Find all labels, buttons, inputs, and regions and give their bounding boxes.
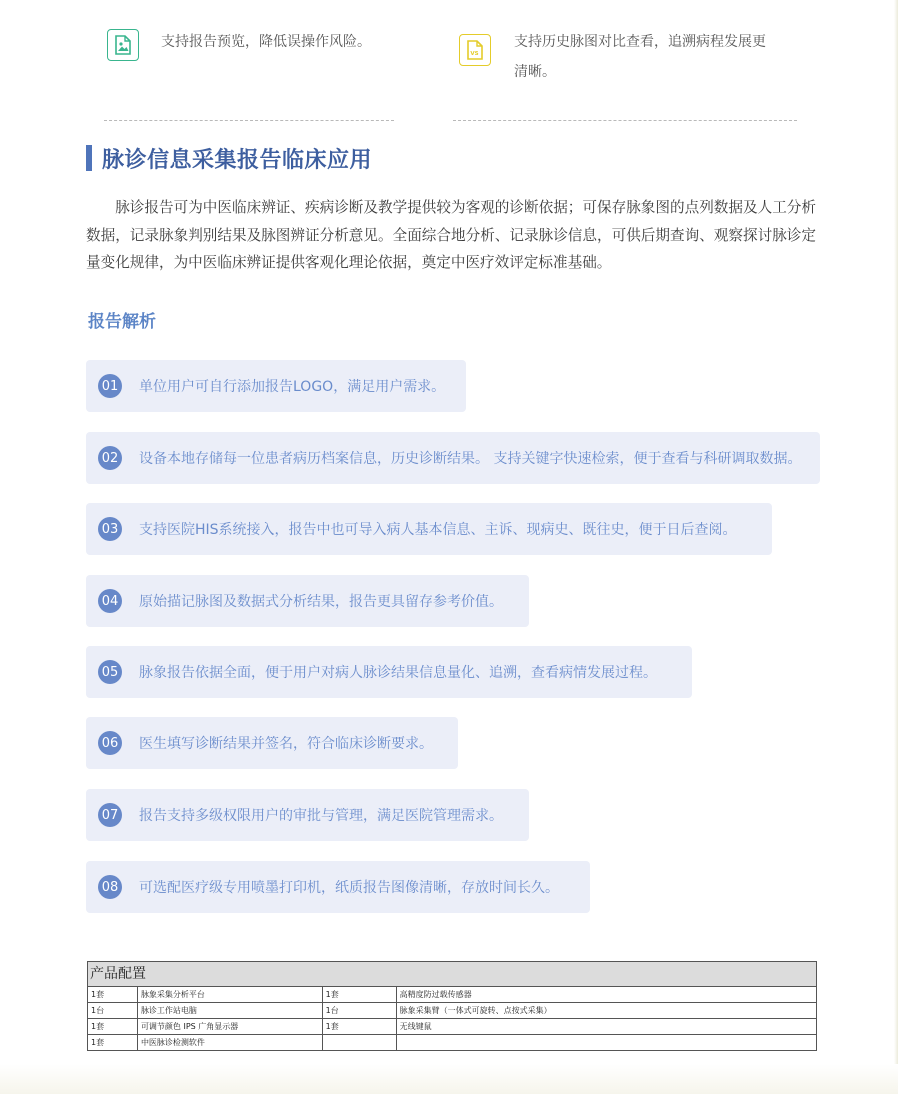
table-cell <box>322 1035 396 1051</box>
report-item <box>86 575 529 627</box>
dashed-divider <box>453 120 797 121</box>
item-text: 支持医院HIS系统接入，报告中也可导入病人基本信息、主诉、现病史、既往史，便于日后查阅。 <box>139 522 737 538</box>
config-title: 产品配置 <box>88 962 817 987</box>
table-row <box>88 1003 817 1019</box>
table-cell: 中医脉诊检测软件 <box>137 1035 322 1051</box>
dashed-divider <box>104 120 394 121</box>
table-cell: 无线键鼠 <box>396 1019 816 1035</box>
version-compare-icon <box>459 34 491 66</box>
table-cell <box>396 1035 816 1051</box>
bottom-fade <box>0 1064 898 1094</box>
image-report-icon <box>107 29 139 61</box>
table-cell: 1套 <box>88 1035 138 1051</box>
item-number: 07 <box>98 803 122 827</box>
right-edge-rule <box>894 0 898 1094</box>
item-text: 设备本地存储每一位患者病历档案信息，历史诊断结果。 支持关键字快速检索，便于查看与科研调取数据。 <box>139 451 802 467</box>
product-config-table <box>87 961 817 1051</box>
table-cell: 1套 <box>88 987 138 1003</box>
table-cell: 1套 <box>88 1019 138 1035</box>
report-analysis-title: 报告解析 <box>88 312 156 332</box>
config-header-row <box>88 962 817 987</box>
table-cell: 1套 <box>322 1019 396 1035</box>
heading-accent-bar <box>86 145 92 171</box>
table-row <box>88 1019 817 1035</box>
item-number: 01 <box>98 374 122 398</box>
report-item <box>86 861 590 913</box>
section-heading <box>86 144 372 172</box>
table-cell: 可调节颜色 IPS 广角显示器 <box>137 1019 322 1035</box>
report-item <box>86 789 529 841</box>
item-text: 报告支持多级权限用户的审批与管理，满足医院管理需求。 <box>139 808 503 824</box>
item-number: 04 <box>98 589 122 613</box>
feature-text-line: 支持历史脉图对比查看，追溯病程发展更 <box>514 34 766 50</box>
report-item <box>86 503 772 555</box>
table-cell: 1台 <box>322 1003 396 1019</box>
table-cell: 脉象采集分析平台 <box>137 987 322 1003</box>
item-number: 02 <box>98 446 122 470</box>
vs-label: VS <box>470 51 479 57</box>
table-cell: 高精度防过载传感器 <box>396 987 816 1003</box>
feature-history-compare <box>459 29 766 87</box>
feature-text <box>514 27 766 87</box>
table-cell: 1套 <box>322 987 396 1003</box>
item-number: 06 <box>98 731 122 755</box>
table-cell: 1台 <box>88 1003 138 1019</box>
table-cell: 脉诊工作站电脑 <box>137 1003 322 1019</box>
table-row <box>88 1035 817 1051</box>
feature-text-line: 清晰。 <box>514 64 556 80</box>
item-text: 脉象报告依据全面，便于用户对病人脉诊结果信息量化、追溯，查看病情发展过程。 <box>139 665 657 681</box>
report-item <box>86 646 692 698</box>
section-title: 脉诊信息采集报告临床应用 <box>102 147 373 173</box>
table-cell: 脉象采集臂（一体式可旋转、点按式采集） <box>396 1003 816 1019</box>
item-number: 05 <box>98 660 122 684</box>
report-item <box>86 432 820 484</box>
item-text: 医生填写诊断结果并签名，符合临床诊断要求。 <box>139 736 433 752</box>
feature-report-preview <box>107 29 371 61</box>
report-item <box>86 360 466 412</box>
feature-text: 支持报告预览，降低误操作风险。 <box>161 34 371 50</box>
item-text: 原始描记脉图及数据式分析结果，报告更具留存参考价值。 <box>139 594 503 610</box>
section-paragraph: 脉诊报告可为中医临床辨证、疾病诊断及教学提供较为客观的诊断依据；可保存脉象图的点列数据及人工分析数据，记录脉象判别结果及脉图辨证分析意见。全面综合地分析、记录脉诊信息，可供后期查询、观察探讨脉诊定量变化规律，为中医临床辨证提供客观化理论依据，奠定中医疗效评定标准基础。 <box>86 199 816 271</box>
report-item <box>86 717 458 769</box>
item-number: 03 <box>98 517 122 541</box>
item-text: 可选配医疗级专用喷墨打印机，纸质报告图像清晰，存放时间长久。 <box>139 880 559 896</box>
item-number: 08 <box>98 875 122 899</box>
item-text: 单位用户可自行添加报告LOGO，满足用户需求。 <box>139 379 446 395</box>
table-row <box>88 987 817 1003</box>
